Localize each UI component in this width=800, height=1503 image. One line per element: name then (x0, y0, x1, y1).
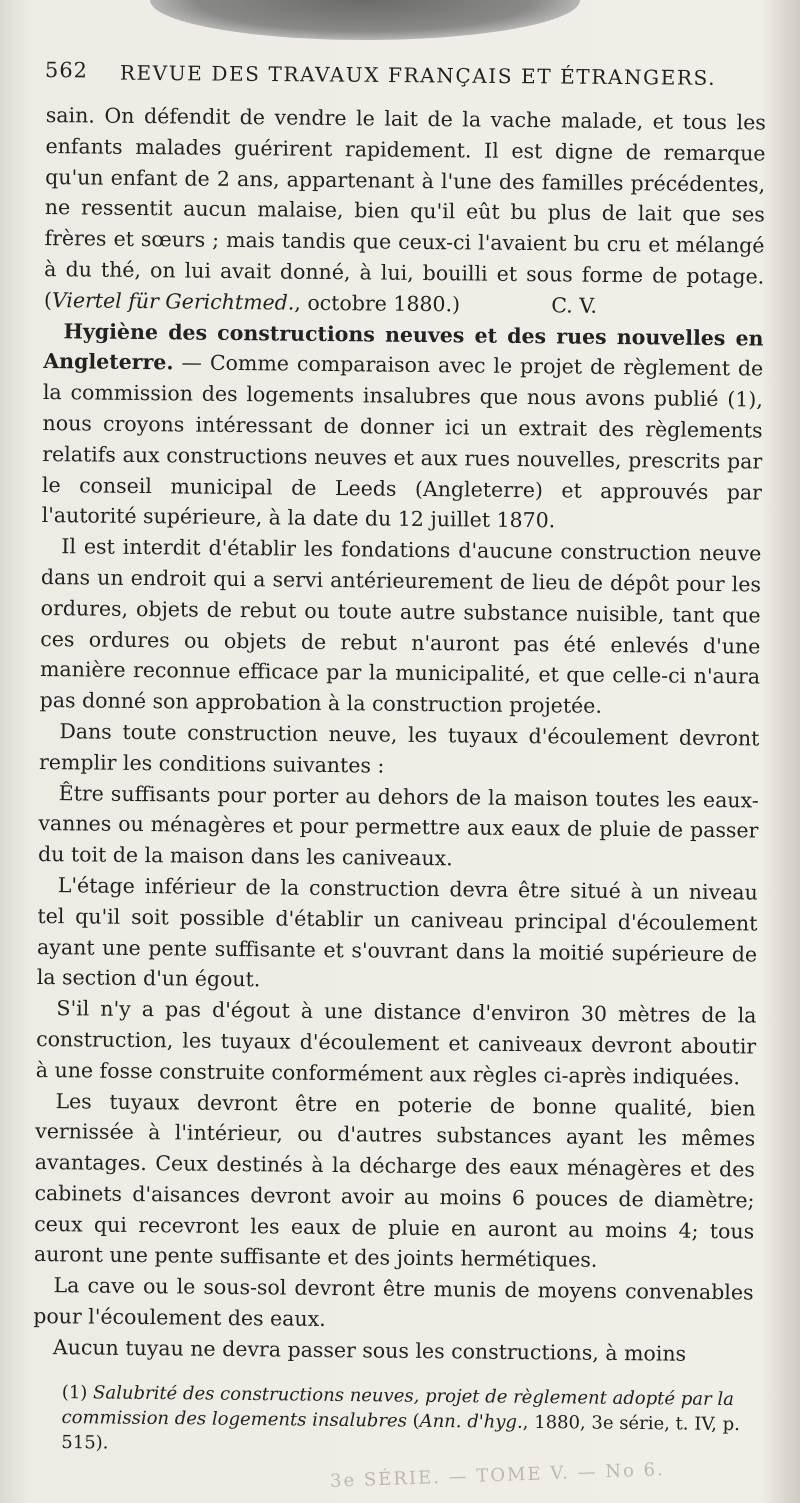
running-title: REVUE DES TRAVAUX FRANÇAIS ET ÉTRANGERS. (119, 60, 717, 90)
footnote-text (61, 1380, 767, 1462)
paragraph-2 (41, 316, 763, 539)
source-journal: Viertel für Gerichtmed. (51, 287, 295, 315)
paragraph-1-text: sain. On défendit de vendre le lait de la vache malade, et tous les enfants malades guérirent rapidement. Il est digne de remarque qu'un enfant de 2 ans, appartenant à l'une des familles précédentes, ne ressentit aucun malaise, bien qu'il eût bu plus de lait que ses frères et sœurs ; mais tandis que ceux-ci l'avaient bu cru et mélangé à du thé, on lui avait donné, à lui, bouilli et sous forme de potage. ( (43, 102, 766, 312)
page-header (45, 58, 765, 100)
paragraph-3: Il est interdit d'établir les fondations d'aucune construction neuve dans un endroit qui a servi antérieurement de lieu de dépôt pour les ordures, objets de rebut ou toute autre substance nuisible, tant que ces ordures ou objets de rebut n'auront pas été enlevés d'une manière reconnue efficace par la municipalité, et que celle-ci n'aura pas donné son approbation à la construction projetée. (39, 534, 762, 718)
bleed-through-signature: 3e SÉRIE. — TOME V. — No 6. (329, 1459, 666, 1492)
paragraph-5: Être suffisants pour porter au dehors de la maison toutes les eaux-vannes ou ménagères et pour permettre aux eaux de pluie de passer du toit de la maison dans les caniveaux. (37, 780, 759, 871)
paragraph-10: Aucun tuyau ne devra passer sous les constructions, à moins (52, 1335, 687, 1366)
author-initials: C. V. (551, 293, 598, 318)
paragraph-6: L'étage inférieur de la construction devra être situé à un niveau tel qu'il soit possible d'établir un caniveau principal d'écoulement ayant une pente suffisante et s'ouvrant dans la moitié supérieure de la section d'un égout. (36, 873, 758, 992)
decorative-ornament (150, 0, 580, 40)
article-body (33, 100, 766, 1370)
footnote-source: Ann. d'hyg. (419, 1410, 523, 1433)
footnote-title: Salubrité des constructions neuves, projet de règlement adopté par la commission des logements insalubres (61, 1382, 734, 1432)
page-number: 562 (44, 58, 89, 83)
section-heading: Hygiène des constructions neuves et des rues nouvelles en Angleterre. (43, 318, 764, 375)
footnote-paren: ( (406, 1410, 420, 1432)
paragraph-8: Les tuyaux devront être en poterie de bonne qualité, bien vernissée à l'intérieur, ou d'autres substances ayant les mêmes avantages. Ceux destinés à la décharge des eaux ménagères et des cabinets d'aisances devront avoir au moins 6 pouces de diamètre; ceux qui recevront les eaux de pluie en auront au moins 4; tous auront une pente suffisante et des joints hermétiques. (33, 1088, 756, 1273)
paragraph-2-text: — Comme comparaison avec le projet de règlement de la commission des logements insalubres que nous avons publié (1), nous croyons intéressant de donner ici un extrait des règlements relatifs aux constructions neuves et aux rues nouvelles, prescrits par le conseil municipal de Leeds (Angleterre) et approuvés par l'autorité supérieure, à la date du 12 juillet 1870. (41, 350, 764, 533)
paragraph-7: S'il n'y a pas d'égout à une distance d'environ 30 mètres de la construction, les tuyaux d'écoulement et caniveaux devront aboutir à une fosse construite conformément aux règles ci-après indiquées. (35, 996, 757, 1090)
paragraph-4: Dans toute construction neuve, les tuyaux d'écoulement devront remplir les conditions suivantes : (38, 719, 760, 778)
paragraph-1 (44, 100, 766, 323)
footnote-details: , 1880, 3e série, t. IV, p. 515). (61, 1411, 741, 1454)
footnote-marker: (1) (61, 1381, 94, 1404)
footnote (61, 1380, 767, 1462)
source-date: , octobre 1880.) (294, 290, 461, 317)
paragraph-9: La cave ou le sous-sol devront être munis de moyens convenables pour l'écoulement des eaux. (33, 1273, 754, 1332)
